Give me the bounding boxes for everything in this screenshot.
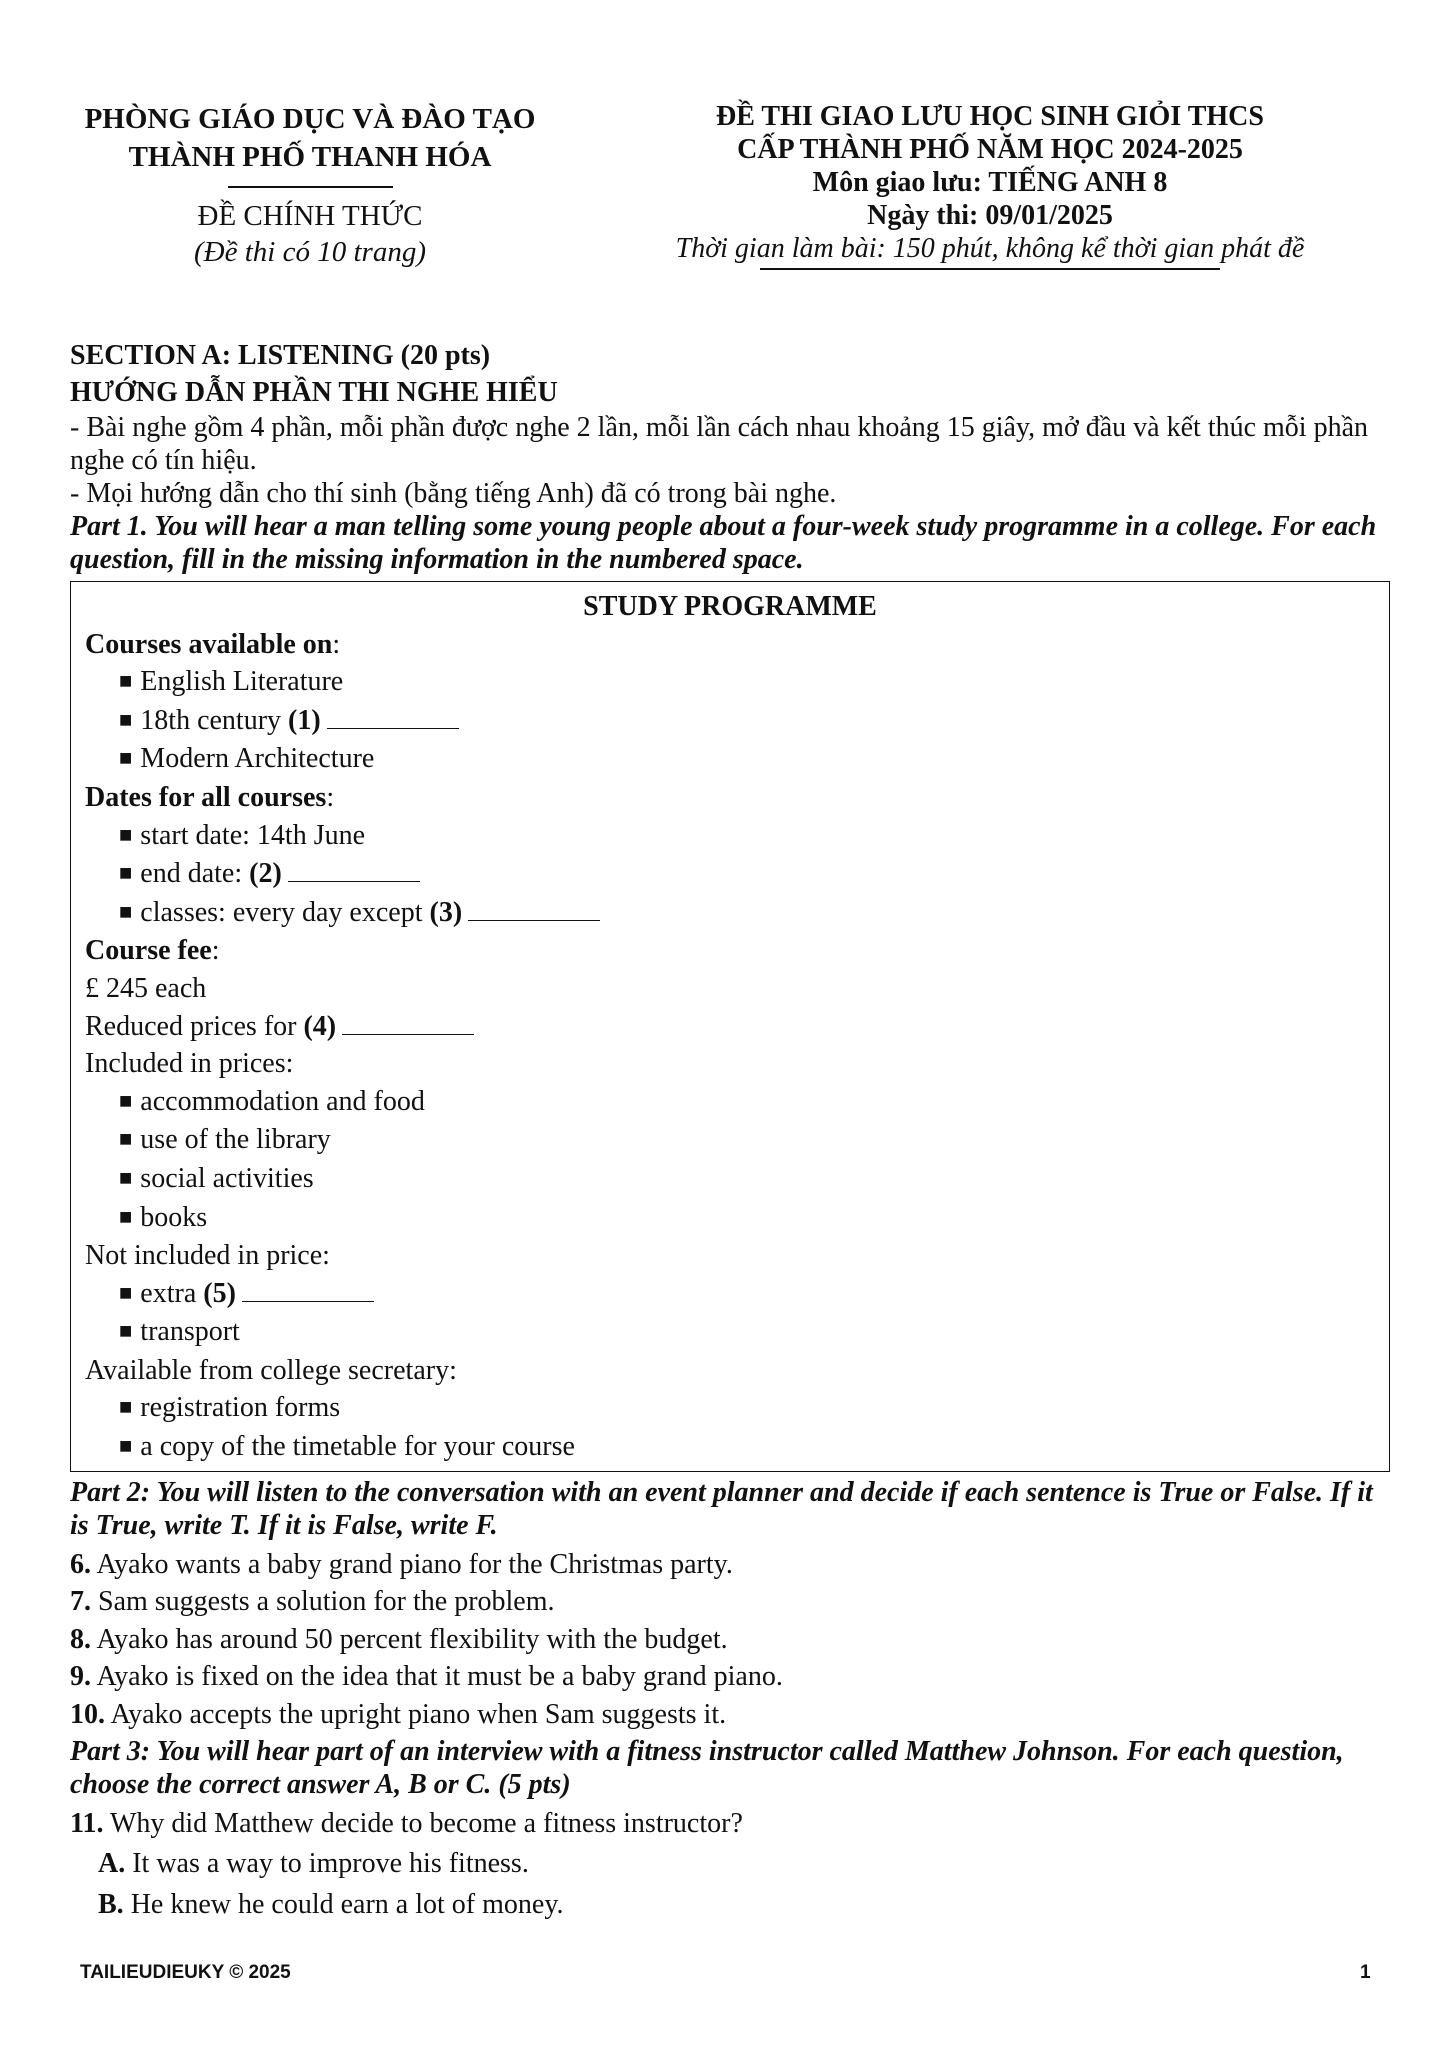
part1-title: Part 1. You will hear a man telling some young people about a four-week study programme in a college. For each question, fill in the missing information in the numbered space. [70,511,1377,575]
pages-note: (Đề thi có 10 trang) [194,236,426,268]
square-bullet-icon: ■ [119,898,133,924]
answer-blank-2[interactable] [288,859,420,882]
header-right [610,100,1370,270]
header-right-rule [760,268,1220,270]
square-bullet-icon: ■ [119,821,133,847]
list-item: ■ transport [119,1316,240,1348]
list-item: ■ classes: every day except (3) [85,894,1375,933]
square-bullet-icon: ■ [119,860,133,886]
available-heading: Available from college secretary: [85,1354,457,1386]
instructions-title: HƯỚNG DẪN PHẦN THI NGHE HIỂU [70,377,558,408]
question-8: 8. Ayako has around 50 percent flexibility with the budget. [70,1623,728,1655]
square-bullet-icon: ■ [119,668,133,694]
courses-heading: Courses available on [85,628,333,660]
header-left-rule [228,186,393,188]
list-item: ■ English Literature [119,666,344,698]
city-name: THÀNH PHỐ THANH HÓA [128,141,492,173]
question-7: 7. Sam suggests a solution for the problem. [70,1586,555,1618]
exam-time-note: Thời gian làm bài: 150 phút, không kể thời gian phát đề [675,233,1305,264]
square-bullet-icon: ■ [119,1318,133,1344]
square-bullet-icon: ■ [119,1394,133,1420]
answer-blank-5[interactable] [242,1279,374,1302]
list-item: ■ end date: (2) [85,855,1375,894]
answer-blank-3[interactable] [468,898,600,921]
exam-subject: Môn giao lưu: TIẾNG ANH 8 [812,167,1168,198]
question-6: 6. Ayako wants a baby grand piano for the Christmas party. [70,1548,733,1580]
square-bullet-icon: ■ [119,1126,133,1152]
part2-title: Part 2: You will listen to the conversation with an event planner and decide if each sentence is True or False. If it is True, write T. If it is False, write F. [70,1476,1373,1541]
list-item: ■ social activities [119,1162,314,1194]
department-name: PHÒNG GIÁO DỤC VÀ ĐÀO TẠO [84,103,536,135]
fee-heading: Course fee [85,935,212,967]
square-bullet-icon: ■ [119,1433,133,1459]
footer-brand: TAILIEUDIEUKY © 2025 [80,1962,291,1983]
study-programme-box: STUDY PROGRAMME Courses available on: ■ English Literature ■ 18th century (1) ■ Modern Architecture Dates for all courses: ■ start date: 14th June ■ end date: (2) ■ classes: every day except (3) Course fee: £ 245 each Reduced prices for (4) Included in prices: ■ accommodation and food ■ use of the library ■ social activities ■ books Not included in price: ■ extra (5) ■ transport Available from college secretary: ■ registration forms ■ a copy of the timetable for your course [70,581,1390,1472]
exam-title: ĐỀ THI GIAO LƯU HỌC SINH GIỎI THCS [716,101,1264,132]
exam-level: CẤP THÀNH PHỐ NĂM HỌC 2024-2025 [737,134,1243,165]
fee-value: £ 245 each [85,972,207,1004]
square-bullet-icon: ■ [119,706,133,732]
list-item: ■ extra (5) [85,1275,1375,1314]
list-item: ■ a copy of the timetable for your course [119,1431,575,1463]
included-heading: Included in prices: [85,1048,294,1080]
square-bullet-icon: ■ [119,745,133,771]
list-item: ■ accommodation and food [119,1085,425,1117]
exam-date: Ngày thi: 09/01/2025 [867,200,1113,231]
header-left [60,100,560,270]
list-item: ■ start date: 14th June [119,819,366,851]
part3-title: Part 3: You will hear part of an interview with a fitness instructor called Matthew Johnson. For each question, choose the correct answer A, B or C. (5 pts) [70,1736,1344,1801]
square-bullet-icon: ■ [119,1203,133,1229]
square-bullet-icon: ■ [119,1087,133,1113]
list-item: ■ books [119,1201,208,1233]
box-title: STUDY PROGRAMME [583,591,877,622]
option-b: B. He knew he could earn a lot of money. [98,1888,564,1920]
answer-blank-1[interactable] [327,706,459,729]
page-number: 1 [1360,1962,1371,1983]
square-bullet-icon: ■ [119,1164,133,1190]
reduced-label: Reduced prices for [85,1010,297,1042]
dates-heading: Dates for all courses [85,781,327,813]
square-bullet-icon: ■ [119,1279,133,1305]
section-a-title: SECTION A: LISTENING (20 pts) [70,340,491,371]
not-included-heading: Not included in price: [85,1240,330,1272]
list-item: ■ registration forms [119,1392,341,1424]
option-a: A. It was a way to improve his fitness. [98,1847,529,1879]
exam-content [70,337,1390,1925]
list-item: ■ use of the library [119,1124,331,1156]
official-label: ĐỀ CHÍNH THỨC [197,200,423,232]
instruction-1: - Bài nghe gồm 4 phần, mỗi phần được nghe 2 lần, mỗi lần cách nhau khoảng 15 giây, mở đầu và kết thúc mỗi phần nghe có tín hiệu. [70,412,1369,476]
list-item: ■ 18th century (1) [85,702,1375,741]
question-10: 10. Ayako accepts the upright piano when Sam suggests it. [70,1698,727,1730]
list-item: ■ Modern Architecture [119,743,375,775]
instruction-2: - Mọi hướng dẫn cho thí sinh (bằng tiếng Anh) đã có trong bài nghe. [70,478,837,509]
question-11: 11. Why did Matthew decide to become a fitness instructor? [70,1808,743,1840]
question-9: 9. Ayako is fixed on the idea that it must be a baby grand piano. [70,1661,783,1693]
answer-blank-4[interactable] [342,1012,474,1035]
